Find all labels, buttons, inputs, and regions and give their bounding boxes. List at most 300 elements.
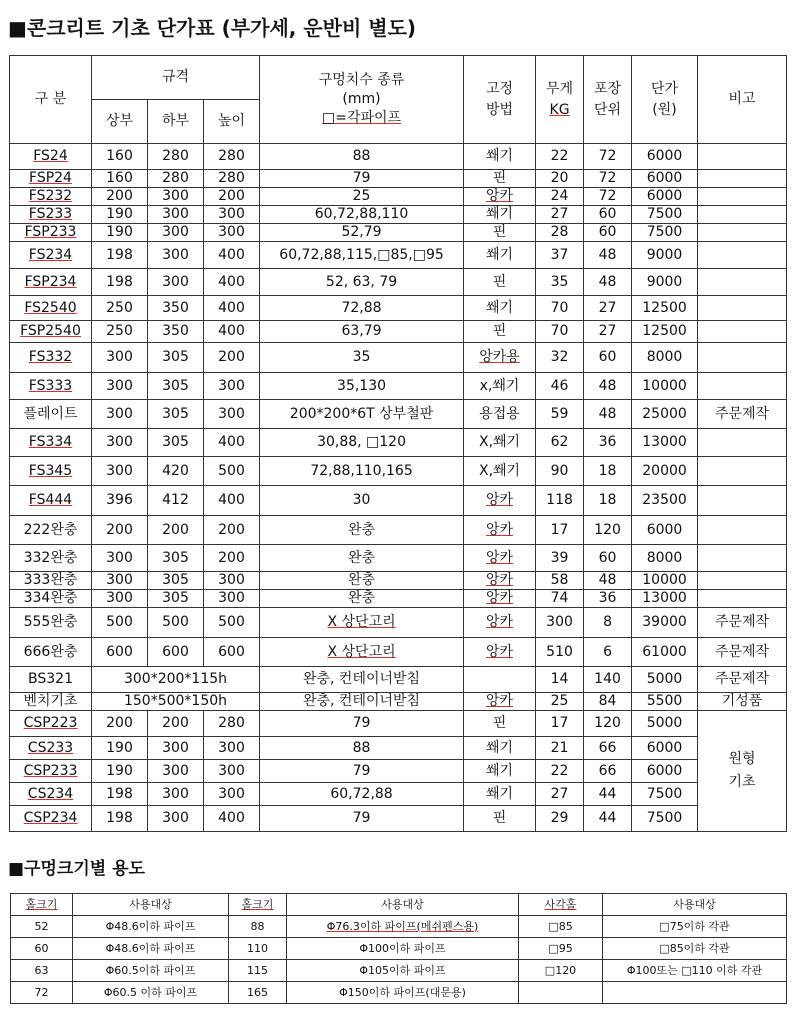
- table-row: [10, 545, 787, 572]
- hole-size-cell: 110: [229, 938, 287, 960]
- pack-unit-cell: 27: [584, 296, 632, 321]
- table-row: [10, 170, 787, 188]
- model-name-cell: 222완충: [10, 516, 92, 545]
- bottom-size-cell: 500: [148, 608, 204, 638]
- bottom-size-cell: 305: [148, 343, 204, 373]
- top-size-cell: 198: [92, 269, 148, 296]
- note-cell: [698, 321, 787, 343]
- price-cell: 9000: [632, 242, 698, 269]
- note-cell: [698, 188, 787, 206]
- fix-method-cell: x,쐐기: [464, 373, 536, 400]
- pack-unit-cell: 36: [584, 429, 632, 457]
- pack-unit-cell: 8: [584, 608, 632, 638]
- pack-unit-cell: 44: [584, 806, 632, 832]
- header-fix-line2: 방법: [486, 101, 514, 118]
- height-cell: 300: [204, 737, 260, 760]
- weight-cell: 510: [536, 638, 584, 667]
- top-size-cell: 190: [92, 206, 148, 224]
- hole-size-cell: 완충: [260, 590, 464, 608]
- usage-target-cell: Φ100이하 파이프: [287, 938, 519, 960]
- table-row: [10, 516, 787, 545]
- weight-cell: 29: [536, 806, 584, 832]
- height-cell: 400: [204, 486, 260, 516]
- fix-method-cell: 앙카: [464, 486, 536, 516]
- header-weight-line2: KG: [549, 101, 570, 118]
- note-cell: [698, 224, 787, 242]
- header-fix-line1: 고정: [486, 80, 514, 97]
- note-cell: [698, 296, 787, 321]
- hole-size-cell: 60,72,88,115,□85,□95: [260, 242, 464, 269]
- bottom-size-cell: 305: [148, 545, 204, 572]
- pack-unit-cell: 48: [584, 269, 632, 296]
- note-cell: [698, 429, 787, 457]
- model-name-cell: CS233: [10, 737, 92, 760]
- table-row: [10, 188, 787, 206]
- fix-method-cell: 앙카: [464, 545, 536, 572]
- fix-method-cell: 앙카: [464, 693, 536, 711]
- note-cell: [698, 206, 787, 224]
- fix-method-cell: 용접용: [464, 400, 536, 429]
- height-cell: 400: [204, 321, 260, 343]
- spec-cell: 300*200*115h: [92, 667, 260, 693]
- hole-size-cell: 79: [260, 760, 464, 783]
- price-cell: 61000: [632, 638, 698, 667]
- bottom-size-cell: 305: [148, 572, 204, 590]
- height-cell: 400: [204, 269, 260, 296]
- hole-size-cell: 72: [11, 982, 73, 1004]
- bottom-size-cell: 305: [148, 373, 204, 400]
- table-row: [10, 343, 787, 373]
- hole-size-cell: 완충: [260, 516, 464, 545]
- header-weight: [536, 56, 584, 144]
- bottom-size-cell: 300: [148, 206, 204, 224]
- note-cell: [698, 170, 787, 188]
- pack-unit-cell: 18: [584, 457, 632, 486]
- model-name-cell: BS321: [10, 667, 92, 693]
- fix-method-cell: 쐐기: [464, 296, 536, 321]
- height-cell: 500: [204, 608, 260, 638]
- usage-target-cell: □75이하 각관: [603, 916, 787, 938]
- weight-cell: 59: [536, 400, 584, 429]
- price-cell: 6000: [632, 188, 698, 206]
- weight-cell: 62: [536, 429, 584, 457]
- height-cell: 400: [204, 429, 260, 457]
- hole-size-cell: 완충, 컨테이너받침: [260, 667, 464, 693]
- weight-cell: 22: [536, 760, 584, 783]
- height-cell: 280: [204, 144, 260, 170]
- pack-unit-cell: 72: [584, 188, 632, 206]
- price-cell: 20000: [632, 457, 698, 486]
- usage-target-cell: Φ48.6이하 파이프: [73, 938, 229, 960]
- header-pack-line2: 단위: [594, 101, 622, 118]
- top-size-cell: 396: [92, 486, 148, 516]
- hole-size-cell: 60: [11, 938, 73, 960]
- top-size-cell: 300: [92, 343, 148, 373]
- bottom-size-cell: 600: [148, 638, 204, 667]
- bottom-size-cell: 300: [148, 224, 204, 242]
- fix-method-cell: 쐐기: [464, 760, 536, 783]
- table-row: [10, 737, 787, 760]
- hole-size-cell: 52: [11, 916, 73, 938]
- table-row: [10, 242, 787, 269]
- header-hole-line3: □=각파이프: [322, 109, 402, 126]
- weight-cell: 35: [536, 269, 584, 296]
- usage-target-cell: [603, 982, 787, 1004]
- weight-cell: 21: [536, 737, 584, 760]
- bottom-size-cell: 300: [148, 806, 204, 832]
- hole-size-cell: 88: [260, 144, 464, 170]
- price-cell: 6000: [632, 760, 698, 783]
- usage-target-cell: Φ60.5이하 파이프: [73, 960, 229, 982]
- table-row: [10, 429, 787, 457]
- weight-cell: 14: [536, 667, 584, 693]
- top-size-cell: 250: [92, 296, 148, 321]
- pack-unit-cell: 60: [584, 343, 632, 373]
- height-cell: 280: [204, 711, 260, 737]
- usage-header-hole-size: 홀크기: [11, 894, 73, 916]
- fix-method-cell: 앙카: [464, 590, 536, 608]
- hole-size-cell: 63,79: [260, 321, 464, 343]
- spec-cell: 150*500*150h: [92, 693, 260, 711]
- header-hole-line2: (mm): [342, 91, 381, 108]
- note-cell: [698, 457, 787, 486]
- price-cell: 7500: [632, 206, 698, 224]
- model-name-cell: FS345: [10, 457, 92, 486]
- header-height: 높이: [204, 100, 260, 144]
- fix-method-cell: 앙카: [464, 638, 536, 667]
- height-cell: 600: [204, 638, 260, 667]
- height-cell: 300: [204, 590, 260, 608]
- hole-size-cell: 60,72,88,110: [260, 206, 464, 224]
- top-size-cell: 300: [92, 457, 148, 486]
- fix-method-cell: 앙카: [464, 608, 536, 638]
- price-cell: 7500: [632, 783, 698, 806]
- weight-cell: 90: [536, 457, 584, 486]
- usage-row: [11, 938, 787, 960]
- header-price: [632, 56, 698, 144]
- header-note: 비고: [698, 56, 787, 144]
- pack-unit-cell: 66: [584, 760, 632, 783]
- table-row: [10, 296, 787, 321]
- pack-unit-cell: 48: [584, 242, 632, 269]
- height-cell: 200: [204, 188, 260, 206]
- hole-size-cell: 완충, 컨테이너받침: [260, 693, 464, 711]
- price-table: [9, 55, 787, 832]
- hole-size-cell: 60,72,88: [260, 783, 464, 806]
- price-cell: 9000: [632, 269, 698, 296]
- weight-cell: 24: [536, 188, 584, 206]
- hole-size-cell: 115: [229, 960, 287, 982]
- model-name-cell: FS2540: [10, 296, 92, 321]
- price-cell: 8000: [632, 343, 698, 373]
- bottom-size-cell: 300: [148, 269, 204, 296]
- hole-size-cell: 79: [260, 170, 464, 188]
- pack-unit-cell: 27: [584, 321, 632, 343]
- top-size-cell: 300: [92, 429, 148, 457]
- weight-cell: 37: [536, 242, 584, 269]
- height-cell: 300: [204, 400, 260, 429]
- height-cell: 300: [204, 572, 260, 590]
- fix-method-cell: 쐐기: [464, 206, 536, 224]
- bottom-size-cell: 350: [148, 321, 204, 343]
- round-base-note-line2: 기초: [728, 774, 756, 790]
- square-hole-cell: [519, 982, 603, 1004]
- pack-unit-cell: 120: [584, 711, 632, 737]
- model-name-cell: 333완충: [10, 572, 92, 590]
- fix-method-cell: X,쐐기: [464, 457, 536, 486]
- weight-cell: 17: [536, 516, 584, 545]
- note-cell: [698, 545, 787, 572]
- hole-size-cell: 72,88: [260, 296, 464, 321]
- note-cell: 주문제작: [698, 638, 787, 667]
- weight-cell: 28: [536, 224, 584, 242]
- hole-size-cell: 165: [229, 982, 287, 1004]
- usage-target-cell: Φ150이하 파이프(대문용): [287, 982, 519, 1004]
- pack-unit-cell: 44: [584, 783, 632, 806]
- note-cell: [698, 242, 787, 269]
- header-category: 구 분: [10, 56, 92, 144]
- weight-cell: 39: [536, 545, 584, 572]
- hole-size-cell: X 상단고리: [260, 608, 464, 638]
- square-hole-cell: □120: [519, 960, 603, 982]
- header-weight-line1: 무게: [546, 80, 574, 97]
- model-name-cell: FS332: [10, 343, 92, 373]
- top-size-cell: 300: [92, 400, 148, 429]
- hole-size-cell: 88: [260, 737, 464, 760]
- usage-target-cell: □85이하 각관: [603, 938, 787, 960]
- bottom-size-cell: 350: [148, 296, 204, 321]
- pack-unit-cell: 60: [584, 224, 632, 242]
- model-name-cell: FS334: [10, 429, 92, 457]
- pack-unit-cell: 120: [584, 516, 632, 545]
- price-cell: 6000: [632, 737, 698, 760]
- top-size-cell: 198: [92, 806, 148, 832]
- note-cell: [698, 373, 787, 400]
- bottom-size-cell: 200: [148, 711, 204, 737]
- top-size-cell: 500: [92, 608, 148, 638]
- table-row: [10, 400, 787, 429]
- round-base-note-cell: [698, 711, 787, 832]
- weight-cell: 27: [536, 206, 584, 224]
- fix-method-cell: 쐐기: [464, 783, 536, 806]
- round-base-note-line1: 원형: [728, 751, 756, 768]
- pack-unit-cell: 72: [584, 170, 632, 188]
- model-name-cell: FS444: [10, 486, 92, 516]
- bottom-size-cell: 300: [148, 188, 204, 206]
- note-cell: 주문제작: [698, 400, 787, 429]
- price-cell: 6000: [632, 144, 698, 170]
- price-cell: 6000: [632, 516, 698, 545]
- fix-method-cell: 핀: [464, 806, 536, 832]
- height-cell: 400: [204, 806, 260, 832]
- price-cell: 5000: [632, 667, 698, 693]
- top-size-cell: 190: [92, 224, 148, 242]
- table-row: [10, 269, 787, 296]
- fix-method-cell: 핀: [464, 170, 536, 188]
- model-name-cell: 555완충: [10, 608, 92, 638]
- table-row: [10, 783, 787, 806]
- model-name-cell: 332완충: [10, 545, 92, 572]
- table-row: [10, 457, 787, 486]
- height-cell: 200: [204, 343, 260, 373]
- weight-cell: 22: [536, 144, 584, 170]
- weight-cell: 27: [536, 783, 584, 806]
- price-cell: 10000: [632, 572, 698, 590]
- top-size-cell: 300: [92, 572, 148, 590]
- model-name-cell: FS234: [10, 242, 92, 269]
- hole-size-cell: 완충: [260, 545, 464, 572]
- hole-size-cell: 88: [229, 916, 287, 938]
- table-row: [10, 590, 787, 608]
- note-cell: [698, 269, 787, 296]
- bottom-size-cell: 280: [148, 170, 204, 188]
- height-cell: 400: [204, 296, 260, 321]
- weight-cell: 118: [536, 486, 584, 516]
- pack-unit-cell: 48: [584, 572, 632, 590]
- top-size-cell: 190: [92, 737, 148, 760]
- height-cell: 400: [204, 242, 260, 269]
- header-price-line2: (원): [652, 101, 677, 118]
- note-cell: [698, 590, 787, 608]
- weight-cell: 25: [536, 693, 584, 711]
- hole-size-cell: 63: [11, 960, 73, 982]
- model-name-cell: FSP234: [10, 269, 92, 296]
- bottom-size-cell: 280: [148, 144, 204, 170]
- bottom-size-cell: 200: [148, 516, 204, 545]
- usage-row: [11, 960, 787, 982]
- model-name-cell: 벤치기초: [10, 693, 92, 711]
- usage-header-hole-size: 홀크기: [229, 894, 287, 916]
- pack-unit-cell: 84: [584, 693, 632, 711]
- header-bottom: 하부: [148, 100, 204, 144]
- fix-method-cell: 앙카: [464, 188, 536, 206]
- model-name-cell: CS234: [10, 783, 92, 806]
- table-row: [10, 806, 787, 832]
- usage-header-target: 사용대상: [603, 894, 787, 916]
- header-top: 상부: [92, 100, 148, 144]
- weight-cell: 46: [536, 373, 584, 400]
- pack-unit-cell: 72: [584, 144, 632, 170]
- note-cell: 기성품: [698, 693, 787, 711]
- usage-target-cell: Φ60.5 이하 파이프: [73, 982, 229, 1004]
- height-cell: 280: [204, 170, 260, 188]
- hole-size-cell: 79: [260, 711, 464, 737]
- table-row: [10, 711, 787, 737]
- table-row: [10, 760, 787, 783]
- table-row: [10, 373, 787, 400]
- top-size-cell: 200: [92, 711, 148, 737]
- usage-title: ■구멍크기별 용도: [8, 859, 145, 879]
- usage-row: [11, 982, 787, 1004]
- model-name-cell: 666완충: [10, 638, 92, 667]
- top-size-cell: 200: [92, 188, 148, 206]
- price-cell: 10000: [632, 373, 698, 400]
- height-cell: 300: [204, 224, 260, 242]
- top-size-cell: 160: [92, 144, 148, 170]
- height-cell: 300: [204, 373, 260, 400]
- header-pack-line1: 포장: [594, 80, 622, 97]
- table-row: [10, 144, 787, 170]
- bottom-size-cell: 305: [148, 590, 204, 608]
- price-cell: 13000: [632, 590, 698, 608]
- note-cell: [698, 516, 787, 545]
- usage-target-cell: Φ100또는 □110 이하 각관: [603, 960, 787, 982]
- page-title: ■콘크리트 기초 단가표 (부가세, 운반비 별도): [8, 16, 417, 40]
- fix-method-cell: 핀: [464, 321, 536, 343]
- pack-unit-cell: 60: [584, 206, 632, 224]
- price-cell: 39000: [632, 608, 698, 638]
- weight-cell: 32: [536, 343, 584, 373]
- pack-unit-cell: 36: [584, 590, 632, 608]
- note-cell: 주문제작: [698, 608, 787, 638]
- top-size-cell: 160: [92, 170, 148, 188]
- price-cell: 5000: [632, 711, 698, 737]
- note-cell: [698, 486, 787, 516]
- height-cell: 300: [204, 783, 260, 806]
- fix-method-cell: 쐐기: [464, 242, 536, 269]
- hole-size-cell: 35: [260, 343, 464, 373]
- weight-cell: 74: [536, 590, 584, 608]
- price-cell: 12500: [632, 321, 698, 343]
- pack-unit-cell: 60: [584, 545, 632, 572]
- price-cell: 23500: [632, 486, 698, 516]
- fix-method-cell: 앙카: [464, 516, 536, 545]
- usage-target-cell: Φ105이하 파이프: [287, 960, 519, 982]
- hole-size-cell: 완충: [260, 572, 464, 590]
- price-cell: 7500: [632, 806, 698, 832]
- weight-cell: 70: [536, 296, 584, 321]
- model-name-cell: FS233: [10, 206, 92, 224]
- model-name-cell: 334완충: [10, 590, 92, 608]
- header-hole-line1: 구멍치수 종류: [318, 72, 405, 89]
- fix-method-cell: 핀: [464, 269, 536, 296]
- weight-cell: 20: [536, 170, 584, 188]
- fix-method-cell: 쐐기: [464, 737, 536, 760]
- fix-method-cell: 앙카: [464, 572, 536, 590]
- note-cell: [698, 572, 787, 590]
- height-cell: 500: [204, 457, 260, 486]
- hole-size-cell: 79: [260, 806, 464, 832]
- square-hole-cell: □95: [519, 938, 603, 960]
- height-cell: 300: [204, 206, 260, 224]
- top-size-cell: 600: [92, 638, 148, 667]
- top-size-cell: 200: [92, 516, 148, 545]
- header-price-line1: 단가: [651, 80, 679, 97]
- table-row: [10, 608, 787, 638]
- fix-method-cell: X,쐐기: [464, 429, 536, 457]
- model-name-cell: 플레이트: [10, 400, 92, 429]
- fix-method-cell: [464, 667, 536, 693]
- model-name-cell: CSP234: [10, 806, 92, 832]
- hole-size-cell: 52,79: [260, 224, 464, 242]
- model-name-cell: FSP233: [10, 224, 92, 242]
- hole-size-cell: X 상단고리: [260, 638, 464, 667]
- weight-cell: 58: [536, 572, 584, 590]
- top-size-cell: 190: [92, 760, 148, 783]
- pack-unit-cell: 6: [584, 638, 632, 667]
- hole-size-cell: 200*200*6T 상부철판: [260, 400, 464, 429]
- top-size-cell: 300: [92, 373, 148, 400]
- height-cell: 300: [204, 760, 260, 783]
- pack-unit-cell: 48: [584, 373, 632, 400]
- bottom-size-cell: 300: [148, 737, 204, 760]
- usage-target-cell: Φ76.3이하 파이프(메쉬펜스용): [287, 916, 519, 938]
- square-hole-cell: □85: [519, 916, 603, 938]
- note-cell: 주문제작: [698, 667, 787, 693]
- note-cell: [698, 343, 787, 373]
- pack-unit-cell: 140: [584, 667, 632, 693]
- table-row: [10, 206, 787, 224]
